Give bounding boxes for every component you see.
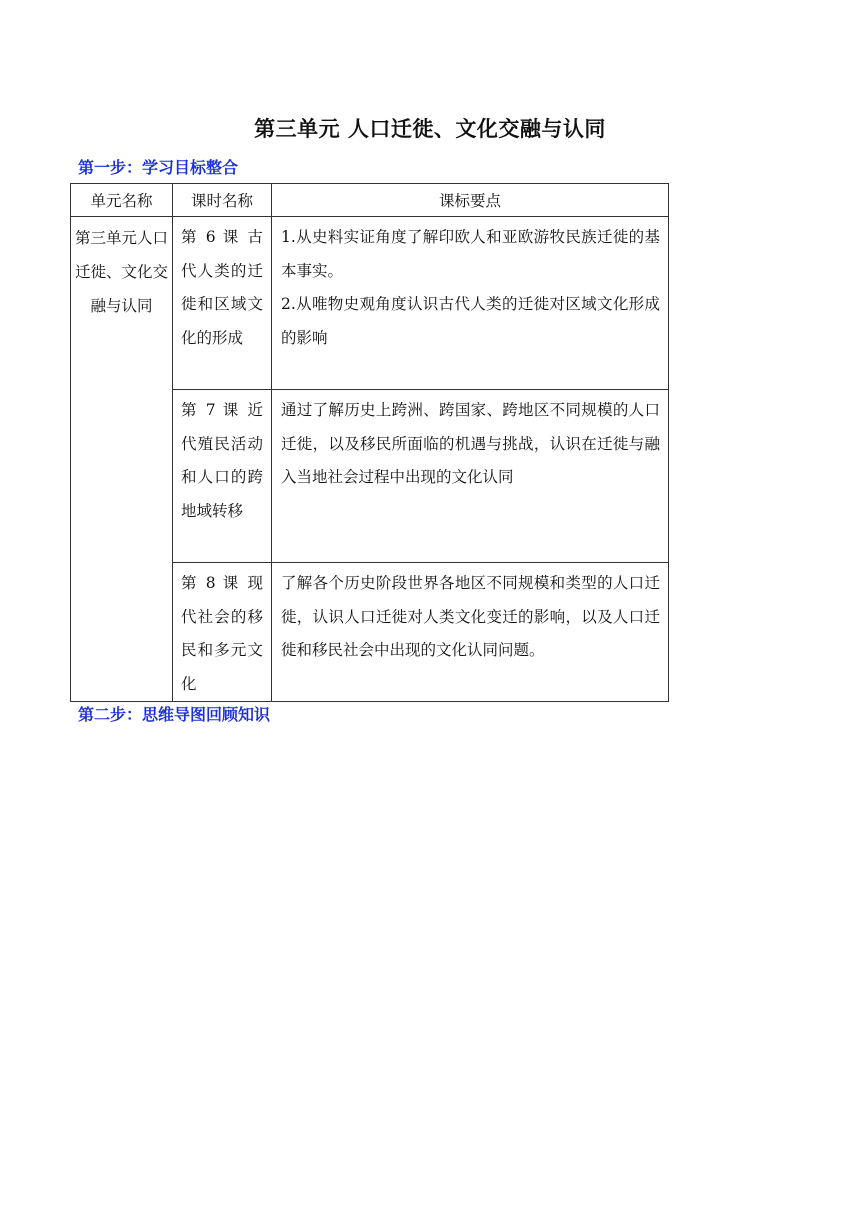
header-lesson-name: 课时名称 xyxy=(173,184,272,217)
lesson-cell: 第 7 课 近代殖民活动和人口的跨地域转移 xyxy=(173,390,272,563)
key-points-cell xyxy=(272,563,669,702)
key-point: 了解各个历史阶段世界各地区不同规模和类型的人口迁徙，认识人口迁徙对人类文化变迁的影响，以及人口迁徙和移民社会中出现的文化认同问题。 xyxy=(281,574,660,659)
table-row xyxy=(71,217,669,390)
lesson-cell: 第 8 课 现代社会的移民和多元文化 xyxy=(173,563,272,702)
key-points-cell xyxy=(272,217,669,390)
header-unit-name: 单元名称 xyxy=(71,184,173,217)
key-points-cell xyxy=(272,390,669,563)
key-point: 1.从史料实证角度了解印欧人和亚欧游牧民族迁徙的基本事实。 xyxy=(281,228,660,280)
key-point: 2.从唯物史观角度认识古代人类的迁徙对区域文化形成的影响 xyxy=(281,295,660,347)
unit-name-cell: 第三单元人口迁徙、文化交融与认同 xyxy=(71,217,173,702)
page-title: 第三单元 人口迁徙、文化交融与认同 xyxy=(254,116,606,141)
step1-heading: 第一步：学习目标整合 xyxy=(78,158,239,177)
header-key-points: 课标要点 xyxy=(272,184,669,217)
table-header-row xyxy=(71,184,669,217)
step2-heading: 第二步：思维导图回顾知识 xyxy=(78,705,271,724)
key-point: 通过了解历史上跨洲、跨国家、跨地区不同规模的人口迁徙，以及移民所面临的机遇与挑战，认识在迁徙与融入当地社会过程中出现的文化认同 xyxy=(281,401,660,486)
lesson-cell: 第 6 课 古代人类的迁徙和区域文化的形成 xyxy=(173,217,272,390)
learning-goals-table xyxy=(70,183,669,702)
